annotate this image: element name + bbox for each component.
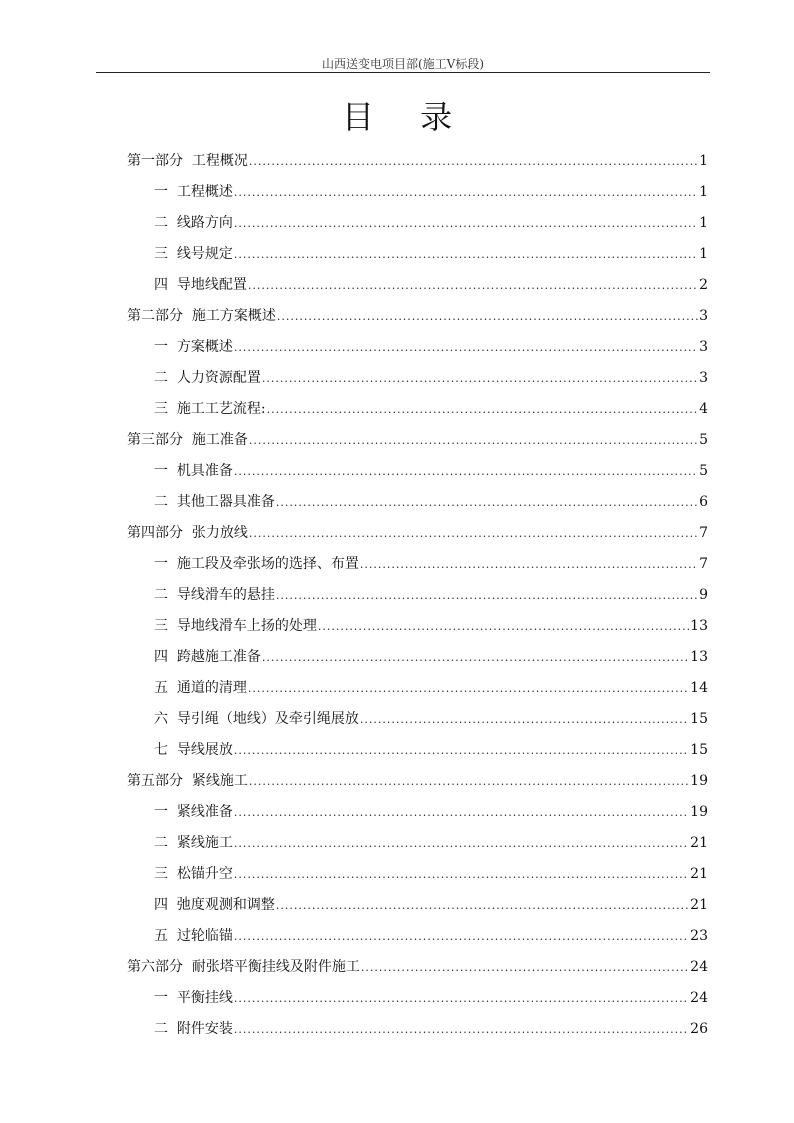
- toc-entry-label: 一 方案概述: [154, 339, 233, 355]
- toc-page-number: 15: [690, 711, 708, 727]
- toc-dot-leader: [276, 487, 698, 518]
- header-rule: [96, 72, 710, 73]
- toc-part-entry[interactable]: [127, 425, 708, 456]
- toc-page-number: 9: [699, 587, 708, 603]
- toc-section-entry[interactable]: [127, 735, 708, 766]
- toc-section-entry[interactable]: [127, 208, 708, 239]
- toc-part-entry[interactable]: [127, 518, 708, 549]
- toc-page-number: 7: [699, 525, 708, 541]
- toc-entry-label: 五 通道的清理: [154, 680, 247, 696]
- toc-section-entry[interactable]: [127, 921, 708, 952]
- toc-entry-label: 四 跨越施工准备: [154, 649, 261, 665]
- toc-entry-label: 第五部分 紧线施工: [127, 773, 248, 789]
- toc-page-number: 1: [699, 184, 708, 200]
- toc-page-number: 21: [690, 897, 708, 913]
- toc-page-number: 21: [690, 866, 708, 882]
- toc-dot-leader: [249, 518, 698, 549]
- toc-dot-leader: [234, 921, 689, 952]
- toc-dot-leader: [234, 828, 689, 859]
- toc-section-entry[interactable]: [127, 456, 708, 487]
- toc-entry-label: 第六部分 耐张塔平衡挂线及附件施工: [127, 959, 360, 975]
- toc-section-entry[interactable]: [127, 177, 708, 208]
- table-of-contents: [127, 146, 708, 1045]
- toc-entry-label: 六 导引绳（地线）及牵引绳展放: [154, 711, 359, 727]
- toc-dot-leader: [234, 177, 698, 208]
- toc-entry-label: 第一部分 工程概况: [127, 153, 248, 169]
- toc-page-number: 13: [690, 618, 708, 634]
- toc-section-entry[interactable]: [127, 580, 708, 611]
- toc-entry-label: 三 线号规定: [154, 246, 233, 262]
- toc-dot-leader: [360, 549, 698, 580]
- toc-title: 目 录: [341, 98, 471, 136]
- toc-entry-label: 一 紧线准备: [154, 804, 233, 820]
- toc-page-number: 14: [690, 680, 708, 696]
- toc-dot-leader: [234, 456, 698, 487]
- toc-dot-leader: [234, 332, 698, 363]
- toc-section-entry[interactable]: [127, 983, 708, 1014]
- toc-page-number: 24: [690, 990, 708, 1006]
- toc-dot-leader: [277, 301, 698, 332]
- toc-section-entry[interactable]: [127, 487, 708, 518]
- toc-section-entry[interactable]: [127, 828, 708, 859]
- toc-page-number: 19: [690, 773, 708, 789]
- toc-page-number: 13: [690, 649, 708, 665]
- toc-section-entry[interactable]: [127, 332, 708, 363]
- toc-page-number: 5: [699, 463, 708, 479]
- toc-section-entry[interactable]: [127, 890, 708, 921]
- toc-section-entry[interactable]: [127, 363, 708, 394]
- toc-entry-label: 一 施工段及牵张场的选择、布置: [154, 556, 359, 572]
- toc-part-entry[interactable]: [127, 301, 708, 332]
- toc-page-number: 23: [690, 928, 708, 944]
- toc-dot-leader: [262, 363, 698, 394]
- toc-page-number: 2: [699, 277, 708, 293]
- toc-dot-leader: [276, 580, 698, 611]
- toc-dot-leader: [318, 611, 689, 642]
- toc-entry-label: 二 导线滑车的悬挂: [154, 587, 275, 603]
- toc-section-entry[interactable]: [127, 704, 708, 735]
- toc-page-number: 5: [699, 432, 708, 448]
- toc-entry-label: 二 线路方向: [154, 215, 233, 231]
- toc-section-entry[interactable]: [127, 394, 708, 425]
- toc-entry-label: 三 导地线滑车上扬的处理: [154, 618, 317, 634]
- toc-section-entry[interactable]: [127, 549, 708, 580]
- toc-entry-label: 二 其他工器具准备: [154, 494, 275, 510]
- toc-entry-label: 三 施工工艺流程:: [154, 401, 266, 417]
- toc-dot-leader: [234, 797, 689, 828]
- toc-part-entry[interactable]: [127, 766, 708, 797]
- toc-dot-leader: [249, 146, 698, 177]
- toc-dot-leader: [267, 394, 698, 425]
- toc-section-entry[interactable]: [127, 239, 708, 270]
- toc-section-entry[interactable]: [127, 673, 708, 704]
- toc-entry-label: 第二部分 施工方案概述: [127, 308, 276, 324]
- toc-page-number: 21: [690, 835, 708, 851]
- page-header: 山西送变电项目部(施工Ⅴ标段): [321, 57, 485, 71]
- toc-dot-leader: [234, 735, 689, 766]
- toc-dot-leader: [248, 270, 698, 301]
- toc-entry-label: 二 附件安装: [154, 1021, 233, 1037]
- toc-page-number: 6: [699, 494, 708, 510]
- toc-dot-leader: [360, 704, 689, 735]
- toc-page-number: 1: [699, 246, 708, 262]
- toc-page-number: 1: [699, 215, 708, 231]
- toc-part-entry[interactable]: [127, 952, 708, 983]
- toc-dot-leader: [249, 766, 689, 797]
- toc-entry-label: 一 平衡挂线: [154, 990, 233, 1006]
- toc-dot-leader: [234, 208, 698, 239]
- toc-dot-leader: [234, 1014, 689, 1045]
- toc-entry-label: 五 过轮临锚: [154, 928, 233, 944]
- toc-entry-label: 第三部分 施工准备: [127, 432, 248, 448]
- toc-page-number: 3: [699, 370, 708, 386]
- toc-page-number: 15: [690, 742, 708, 758]
- toc-section-entry[interactable]: [127, 797, 708, 828]
- toc-entry-label: 三 松锚升空: [154, 866, 233, 882]
- toc-page-number: 3: [699, 308, 708, 324]
- toc-dot-leader: [248, 673, 689, 704]
- toc-page-number: 19: [690, 804, 708, 820]
- toc-dot-leader: [234, 983, 689, 1014]
- toc-dot-leader: [249, 425, 698, 456]
- toc-section-entry[interactable]: [127, 642, 708, 673]
- toc-page-number: 4: [699, 401, 708, 417]
- toc-entry-label: 二 人力资源配置: [154, 370, 261, 386]
- toc-dot-leader: [234, 859, 689, 890]
- toc-dot-leader: [361, 952, 689, 983]
- toc-entry-label: 一 机具准备: [154, 463, 233, 479]
- toc-section-entry[interactable]: [127, 1014, 708, 1045]
- toc-page-number: 26: [690, 1021, 708, 1037]
- toc-entry-label: 二 紧线施工: [154, 835, 233, 851]
- toc-section-entry[interactable]: [127, 859, 708, 890]
- toc-page-number: 24: [690, 959, 708, 975]
- toc-page-number: 7: [699, 556, 708, 572]
- toc-entry-label: 七 导线展放: [154, 742, 233, 758]
- toc-entry-label: 一 工程概述: [154, 184, 233, 200]
- toc-page-number: 3: [699, 339, 708, 355]
- toc-entry-label: 第四部分 张力放线: [127, 525, 248, 541]
- toc-entry-label: 四 导地线配置: [154, 277, 247, 293]
- toc-dot-leader: [234, 239, 698, 270]
- toc-dot-leader: [276, 890, 689, 921]
- toc-entry-label: 四 弛度观测和调整: [154, 897, 275, 913]
- toc-dot-leader: [262, 642, 689, 673]
- toc-section-entry[interactable]: [127, 611, 708, 642]
- toc-page-number: 1: [699, 153, 708, 169]
- toc-part-entry[interactable]: [127, 146, 708, 177]
- toc-section-entry[interactable]: [127, 270, 708, 301]
